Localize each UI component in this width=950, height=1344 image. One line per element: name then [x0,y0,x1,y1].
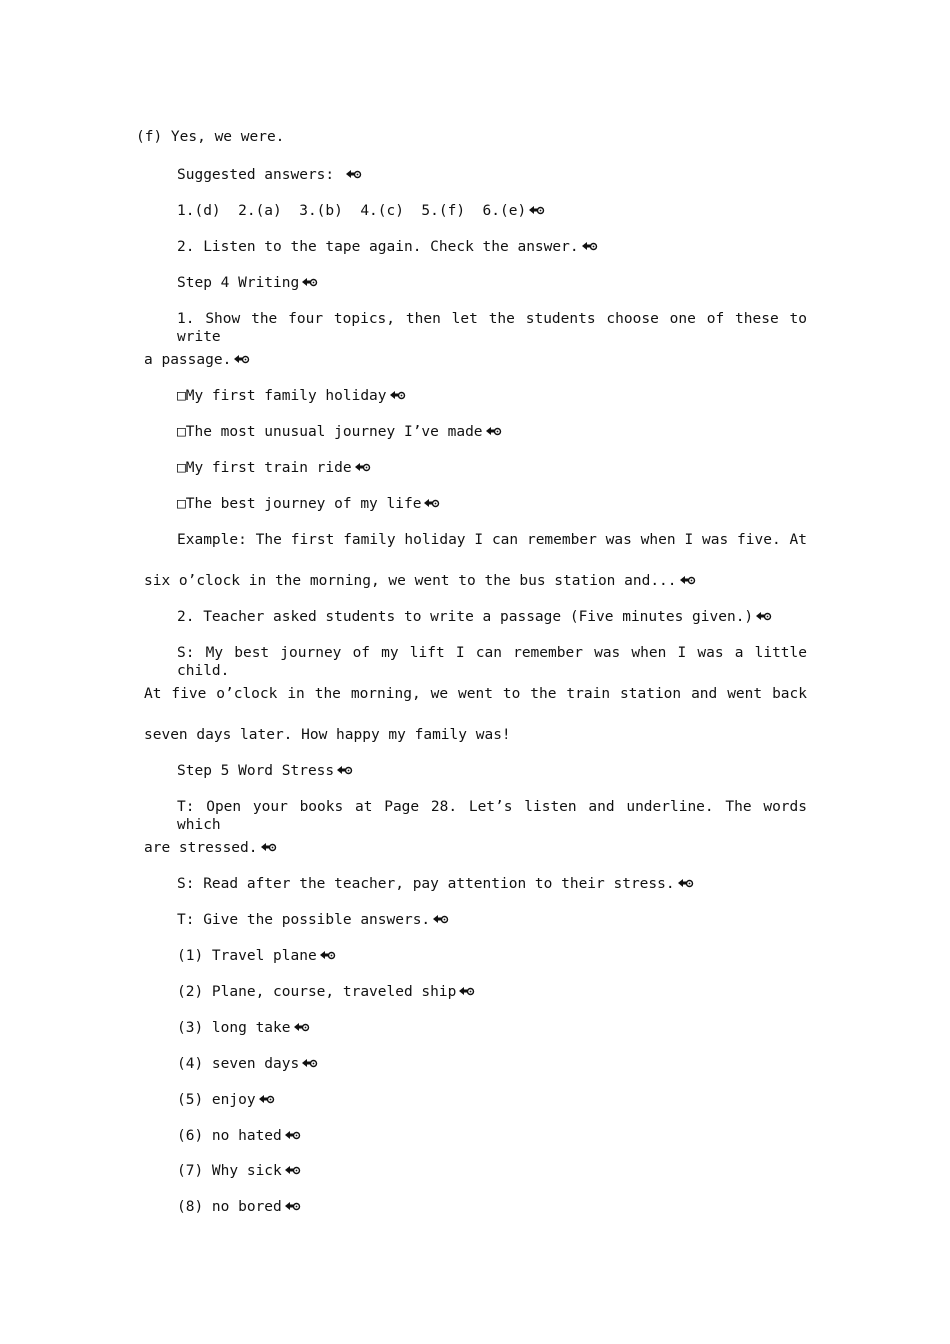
line-text: six o’clock in the morning, we went to the bus station and... [144,573,677,589]
text-line [177,166,362,184]
return-mark-icon [292,1021,310,1033]
line-text: seven days later. How happy my family was! [144,727,511,743]
return-mark-icon [422,497,440,509]
return-mark-icon [484,425,502,437]
line-text: (1) Travel plane [177,948,317,964]
line-text: (8) no bored [177,1199,282,1215]
line-text: Example: The first family holiday I can remember was when I was five. At [177,532,807,548]
return-mark-icon [431,913,449,925]
line-text: Step 5 Word Stress [177,763,335,779]
text-line [177,202,545,220]
line-text: 2. Listen to the tape again. Check the answer. [177,239,579,255]
return-mark-icon [257,1093,275,1105]
return-mark-icon [457,985,475,997]
text-line [177,644,807,680]
return-mark-icon [527,204,545,216]
return-mark-icon [283,1200,301,1212]
list-item [177,1127,301,1145]
line-text: S: Read after the teacher, pay attention to their stress. [177,876,675,892]
return-mark-icon [283,1164,301,1176]
return-mark-icon [580,240,598,252]
line-text: (7) Why sick [177,1163,282,1179]
return-mark-icon [232,353,250,365]
return-mark-icon [283,1129,301,1141]
line-text: □The best journey of my life [177,496,422,512]
line-text: At five o’clock in the morning, we went to the train station and went back [144,686,807,702]
text-line [144,351,250,369]
topic-item [177,387,406,405]
return-mark-icon [318,949,336,961]
line-text: (3) long take [177,1020,291,1036]
return-mark-icon [335,764,353,776]
line-text: (f) Yes, we were. [136,129,285,145]
list-item [177,983,475,1001]
line-text: (4) seven days [177,1056,300,1072]
return-mark-icon [676,877,694,889]
line-text: (2) Plane, course, traveled ship [177,984,457,1000]
list-item [177,947,336,965]
line-text: T: Give the possible answers. [177,912,431,928]
return-mark-icon [300,1057,318,1069]
text-line [177,310,807,346]
text-line [177,911,449,929]
return-mark-icon [300,276,318,288]
text-line [177,238,598,256]
line-text: Step 4 Writing [177,275,300,291]
list-item [177,1019,310,1037]
topic-item [177,495,440,513]
text-line [144,572,696,590]
line-text: are stressed. [144,840,258,856]
line-text: S: My best journey of my lift I can remember was when I was a little child. [177,645,807,679]
text-line [136,128,284,146]
line-text: 1. Show the four topics, then let the students choose one of these to write [177,311,807,345]
list-item [177,1091,275,1109]
text-line [177,531,807,549]
list-item [177,1198,301,1216]
text-line [144,685,807,703]
return-mark-icon [678,574,696,586]
text-line [177,798,807,834]
section-heading [177,762,353,780]
return-mark-icon [344,168,362,180]
topic-item [177,423,502,441]
return-mark-icon [754,610,772,622]
line-text: Suggested answers: [177,167,343,183]
line-text: 2. Teacher asked students to write a passage (Five minutes given.) [177,609,754,625]
line-text: □My first train ride [177,460,352,476]
topic-item [177,459,371,477]
text-line [144,726,511,744]
line-text: (6) no hated [177,1128,282,1144]
text-line [144,839,277,857]
line-text: a passage. [144,352,232,368]
return-mark-icon [259,841,277,853]
line-text: 1.(d) 2.(a) 3.(b) 4.(c) 5.(f) 6.(e) [177,203,527,219]
text-line [177,608,772,626]
list-item [177,1162,301,1180]
line-text: (5) enjoy [177,1092,256,1108]
line-text: T: Open your books at Page 28. Let’s listen and underline. The words which [177,799,807,833]
section-heading [177,274,318,292]
line-text: □My first family holiday [177,388,387,404]
line-text: □The most unusual journey I’ve made [177,424,483,440]
text-line [177,875,694,893]
return-mark-icon [388,389,406,401]
return-mark-icon [353,461,371,473]
list-item [177,1055,318,1073]
